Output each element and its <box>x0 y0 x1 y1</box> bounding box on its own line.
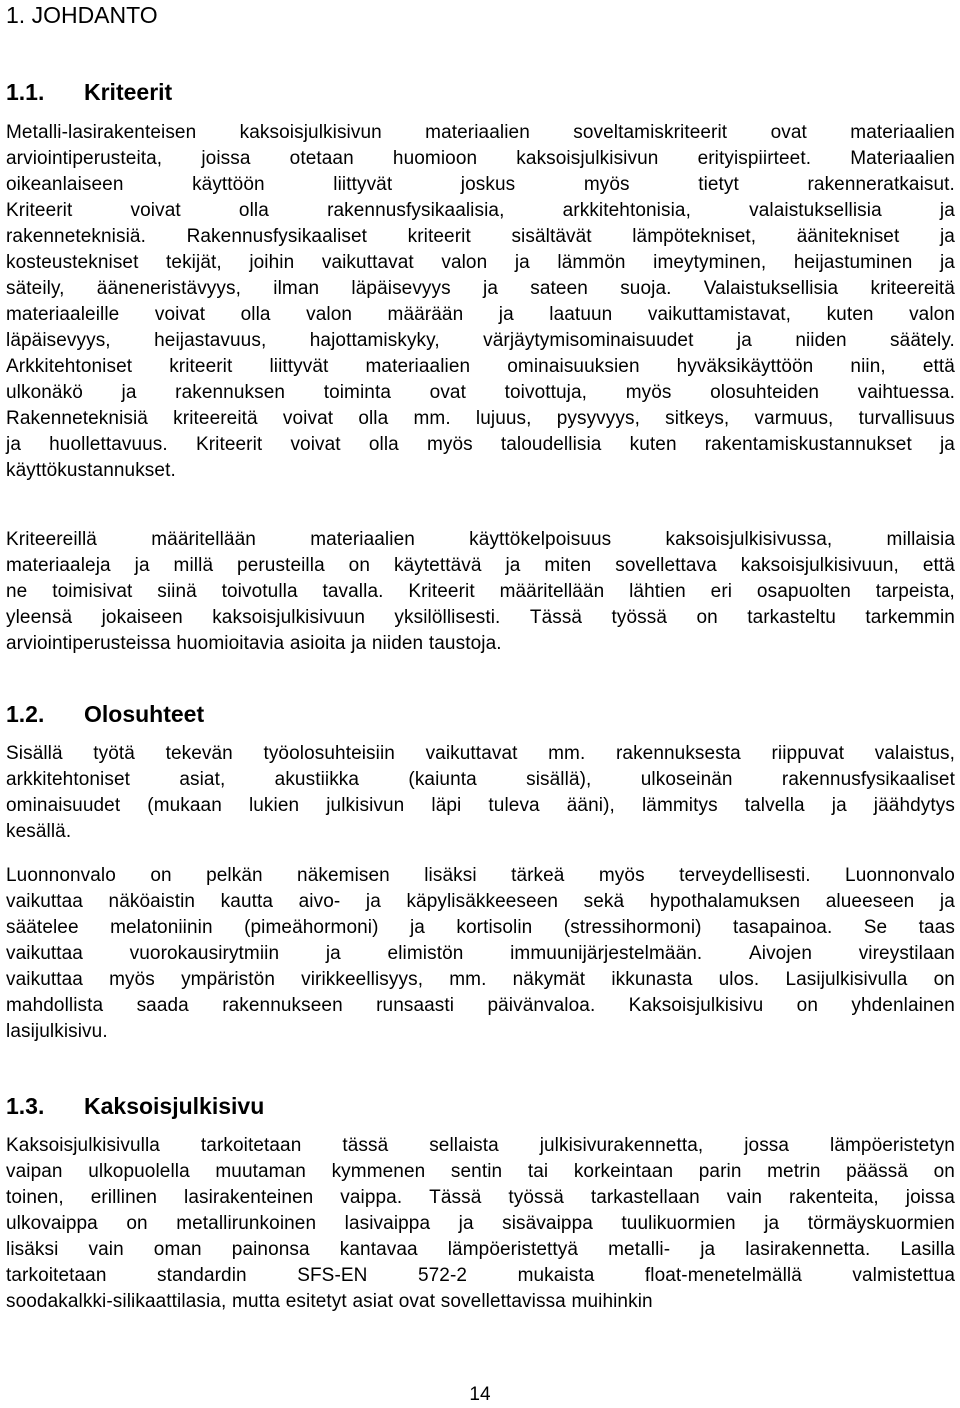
text-line: arkkitehtoniset asiat, akustiikka (kaiunta sisällä), ulkoseinän rakennusfysikaaliset <box>6 769 955 790</box>
text-line: ulkovaippa on metallirunkoinen lasivaippa ja sisävaippa tuulikuormien ja törmäyskuormien <box>6 1213 955 1234</box>
text-line: Kriteereillä määritellään materiaalien käyttökelpoisuus kaksoisjulkisivussa, millaisia <box>6 529 955 550</box>
text-line: säätelee melatoniinin (pimeähormoni) ja kortisolin (stressihormoni) tasapainoa. Se taas <box>6 917 955 938</box>
section-heading-kaksoisjulkisivu <box>6 1093 264 1120</box>
section-heading-kriteerit <box>6 79 172 106</box>
section-number: 1.1. <box>6 79 45 105</box>
text-line: tarkoitetaan standardin SFS-EN 572-2 mukaista float-menetelmällä valmistettua <box>6 1265 955 1286</box>
text-line: Arkkitehtoniset kriteerit liittyvät materiaalien ominaisuuksien hyväksikäyttöön niin, että <box>6 356 955 377</box>
text-line: lasijulkisivu. <box>6 1021 108 1042</box>
text-line: käyttökustannukset. <box>6 460 176 481</box>
page-number: 14 <box>469 1384 491 1405</box>
text-line: oikeanlaiseen käyttöön liittyvät joskus myös tietyt rakenneratkaisut. <box>6 174 955 195</box>
chapter-heading: 1. JOHDANTO <box>6 2 158 28</box>
text-line: vaikuttaa näköaistin kautta aivo- ja käpylisäkkeeseen sekä hypothalamuksen alueeseen ja <box>6 891 955 912</box>
text-line: Metalli-lasirakenteisen kaksoisjulkisivun materiaalien soveltamiskriteerit ovat materiaalien <box>6 122 955 143</box>
text-line: materiaaleille voivat olla valon määrään ja laatuun vaikuttamistavat, kuten valon <box>6 304 955 325</box>
text-line: yleensä jokaiseen kaksoisjulkisivuun yksilöllisesti. Tässä työssä on tarkasteltu tarkemmin <box>6 607 955 628</box>
paragraph <box>6 741 955 845</box>
paragraph <box>6 527 955 657</box>
section-number: 1.2. <box>6 701 45 727</box>
text-line: vaipan ulkopuolella muutaman kymmenen sentin tai korkeintaan parin metrin päässä on <box>6 1161 955 1182</box>
text-line: kosteustekniset tekijät, joihin vaikuttavat valon ja lämmön imeytyminen, heijastuminen ja <box>6 252 955 273</box>
text-line: rakenneteknisiä. Rakennusfysikaaliset kriteerit sisältävät lämpötekniset, äänitekniset ja <box>6 226 955 247</box>
text-line: arviointiperusteissa huomioitavia asioita ja niiden taustoja. <box>6 633 502 654</box>
text-line: ja huollettavuus. Kriteerit voivat olla myös taloudellisia kuten rakentamiskustannukset ja <box>6 434 955 455</box>
text-line: Luonnonvalo on pelkän näkemisen lisäksi tärkeä myös terveydellisesti. Luonnonvalo <box>6 865 955 886</box>
text-line: Kaksoisjulkisivulla tarkoitetaan tässä sellaista julkisivurakennetta, jossa lämpöeristetyn <box>6 1135 955 1156</box>
text-line: soodakalkki-silikaattilasia, mutta esitetyt asiat ovat sovellettavissa muihinkin <box>6 1291 653 1312</box>
text-line: toinen, erillinen lasirakenteinen vaippa. Tässä työssä tarkastellaan vain rakenteita, joissa <box>6 1187 955 1208</box>
section-title: Kaksoisjulkisivu <box>84 1093 265 1119</box>
text-line: Sisällä työtä tekevän työolosuhteisiin vaikuttavat mm. rakennuksesta riippuvat valaistus, <box>6 743 955 764</box>
text-line: ominaisuudet (mukaan lukien julkisivun läpi tuleva ääni), lämmitys talvella ja jäähdytys <box>6 795 955 816</box>
paragraph <box>6 120 955 484</box>
section-title: Kriteerit <box>84 79 173 105</box>
section-number: 1.3. <box>6 1093 45 1119</box>
text-line: vaikuttaa vuorokausirytmiin ja elimistön immuunijärjestelmään. Aivojen vireystilaan <box>6 943 955 964</box>
section-heading-olosuhteet <box>6 701 204 728</box>
text-line: materiaaleja ja millä perusteilla on käytettävä ja miten sovellettava kaksoisjulkisivuun, että <box>6 555 955 576</box>
text-line: kesällä. <box>6 821 72 842</box>
text-line: Rakenneteknisiä kriteereitä voivat olla mm. lujuus, pysyvyys, sitkeys, varmuus, turvallisuus <box>6 408 955 429</box>
text-line: arviointiperusteita, joissa otetaan huomioon kaksoisjulkisivun erityispiirteet. Materiaalien <box>6 148 955 169</box>
paragraph <box>6 863 955 1045</box>
text-line: Kriteerit voivat olla rakennusfysikaalisia, arkkitehtonisia, valaistuksellisia ja <box>6 200 955 221</box>
section-title: Olosuhteet <box>84 701 205 727</box>
text-line: läpäisevyys, heijastavuus, hajottamiskyky, värjäytymisominaisuudet ja niiden säätely. <box>6 330 955 351</box>
paragraph <box>6 1133 955 1315</box>
text-line: säteily, ääneneristävyys, ilman läpäisevyys ja sateen suoja. Valaistuksellisia kriteereitä <box>6 278 955 299</box>
text-line: ulkonäkö ja rakennuksen toiminta ovat toivottuja, myös olosuhteiden vaihtuessa. <box>6 382 955 403</box>
text-line: ne toimisivat siinä toivotulla tavalla. Kriteerit määritellään lähtien eri osapuolten tarpeista, <box>6 581 955 602</box>
text-line: lisäksi vain oman painonsa kantavaa lämpöeristettyä metalli- ja lasirakennetta. Lasilla <box>6 1239 955 1260</box>
text-line: mahdollista saada rakennukseen runsaasti päivänvaloa. Kaksoisjulkisivu on yhdenlainen <box>6 995 955 1016</box>
text-line: vaikuttaa myös ympäristön virikkeellisyys, mm. näkymät ikkunasta ulos. Lasijulkisivulla on <box>6 969 955 990</box>
